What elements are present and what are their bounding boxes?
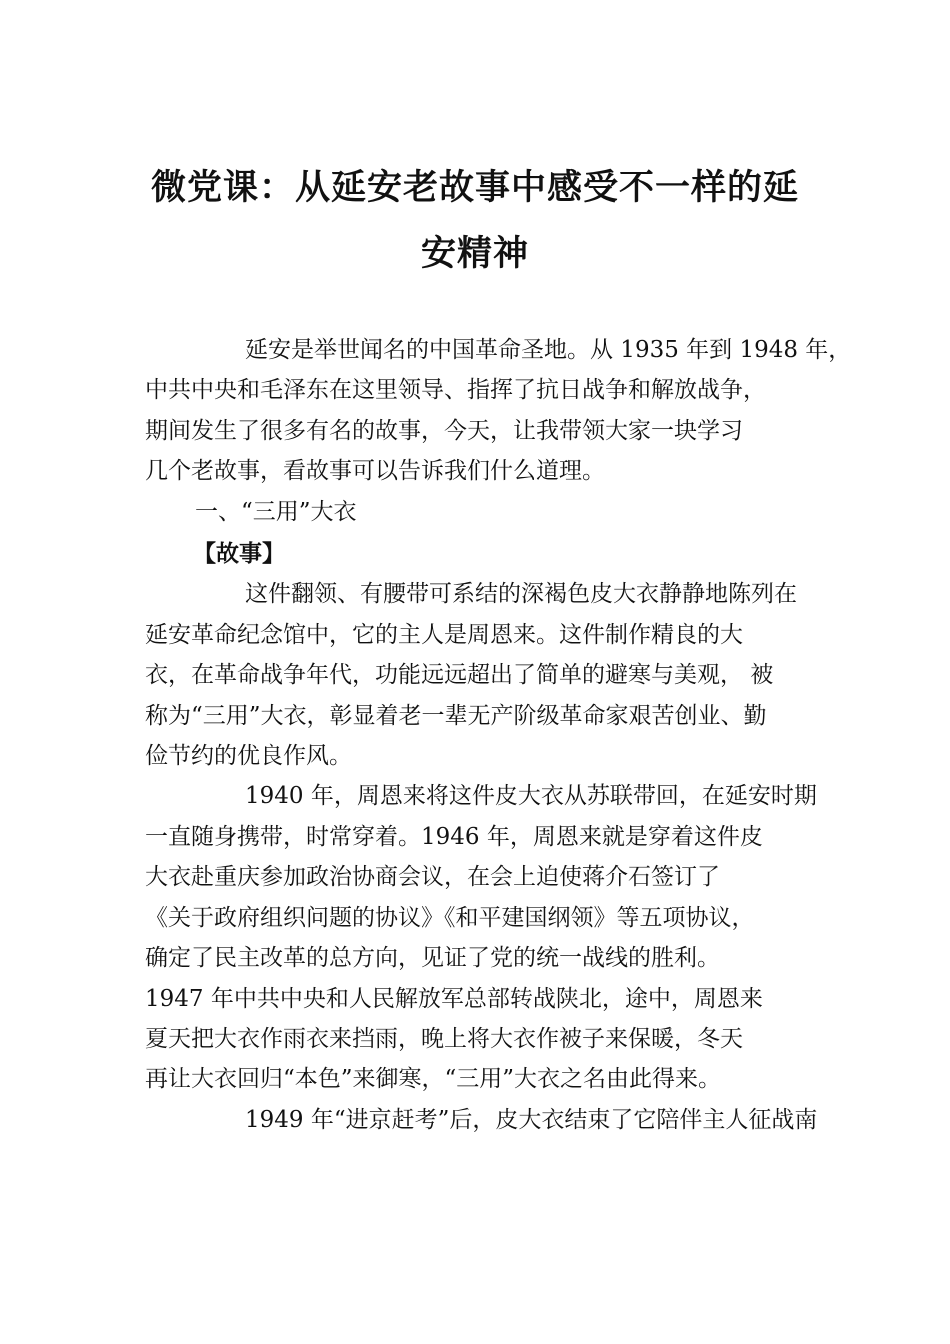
intro-line-1: 延安是举世闻名的中国革命圣地。从 1935 年到 1948 年， [245,337,852,363]
story2-line-4: 《关于政府组织问题的协议》《和平建国纲领》等五项协议， [145,904,755,931]
story-tag: 【故事】 [193,541,285,568]
intro-line-4: 几个老故事，看故事可以告诉我们什么道理。 [145,458,605,485]
story2-line-2: 一直随身携带，时常穿着。1946 年，周恩来就是穿着这件皮 [145,823,763,850]
title-line-2: 安精神 [420,234,529,274]
story1-line-3: 衣，在革命战争年代，功能远远超出了简单的避寒与美观， 被 [145,662,774,689]
story-paragraph-3 [145,1100,818,1140]
story1-line-5: 俭节约的优良作风。 [145,743,352,770]
story1-line-1: 这件翻领、有腰带可系结的深褐色皮大衣静静地陈列在 [245,581,797,608]
story2-line-7: 夏天把大衣作雨衣来挡雨，晚上将大衣作被子来保暖，冬天 [145,1025,743,1052]
document-body [145,330,852,1140]
story2-line-5: 确定了民主改革的总方向，见证了党的统一战线的胜利。 [145,945,720,972]
story2-line-1: 1940 年，周恩来将这件皮大衣从苏联带回，在延安时期 [245,783,817,810]
intro-paragraph [145,330,852,492]
document-title [150,155,800,287]
section-heading: 一、“三用”大衣 [195,498,357,525]
story2-line-6: 1947 年中共中央和人民解放军总部转战陕北，途中，周恩来 [145,985,763,1012]
story-paragraph-2 [145,776,817,1099]
title-line-1: 微党课：从延安老故事中感受不一样的延 [150,168,799,208]
intro-line-3: 期间发生了很多有名的故事，今天，让我带领大家一块学习 [145,417,743,444]
story1-line-4: 称为“三用”大衣，彰显着老一辈无产阶级革命家艰苦创业、勤 [145,702,767,729]
story2-line-3: 大衣赴重庆参加政治协商会议，在会上迫使蒋介石签订了 [145,864,720,891]
story2-line-8: 再让大衣回归“本色”来御寒，“三用”大衣之名由此得来。 [145,1066,722,1093]
story3-line-1: 1949 年“进京赶考”后，皮大衣结束了它陪伴主人征战南 [245,1106,818,1133]
intro-line-2: 中共中央和毛泽东在这里领导、指挥了抗日战争和解放战争， [145,377,766,404]
story-paragraph-1 [145,574,810,776]
story1-line-2: 延安革命纪念馆中，它的主人是周恩来。这件制作精良的大 [145,621,743,648]
